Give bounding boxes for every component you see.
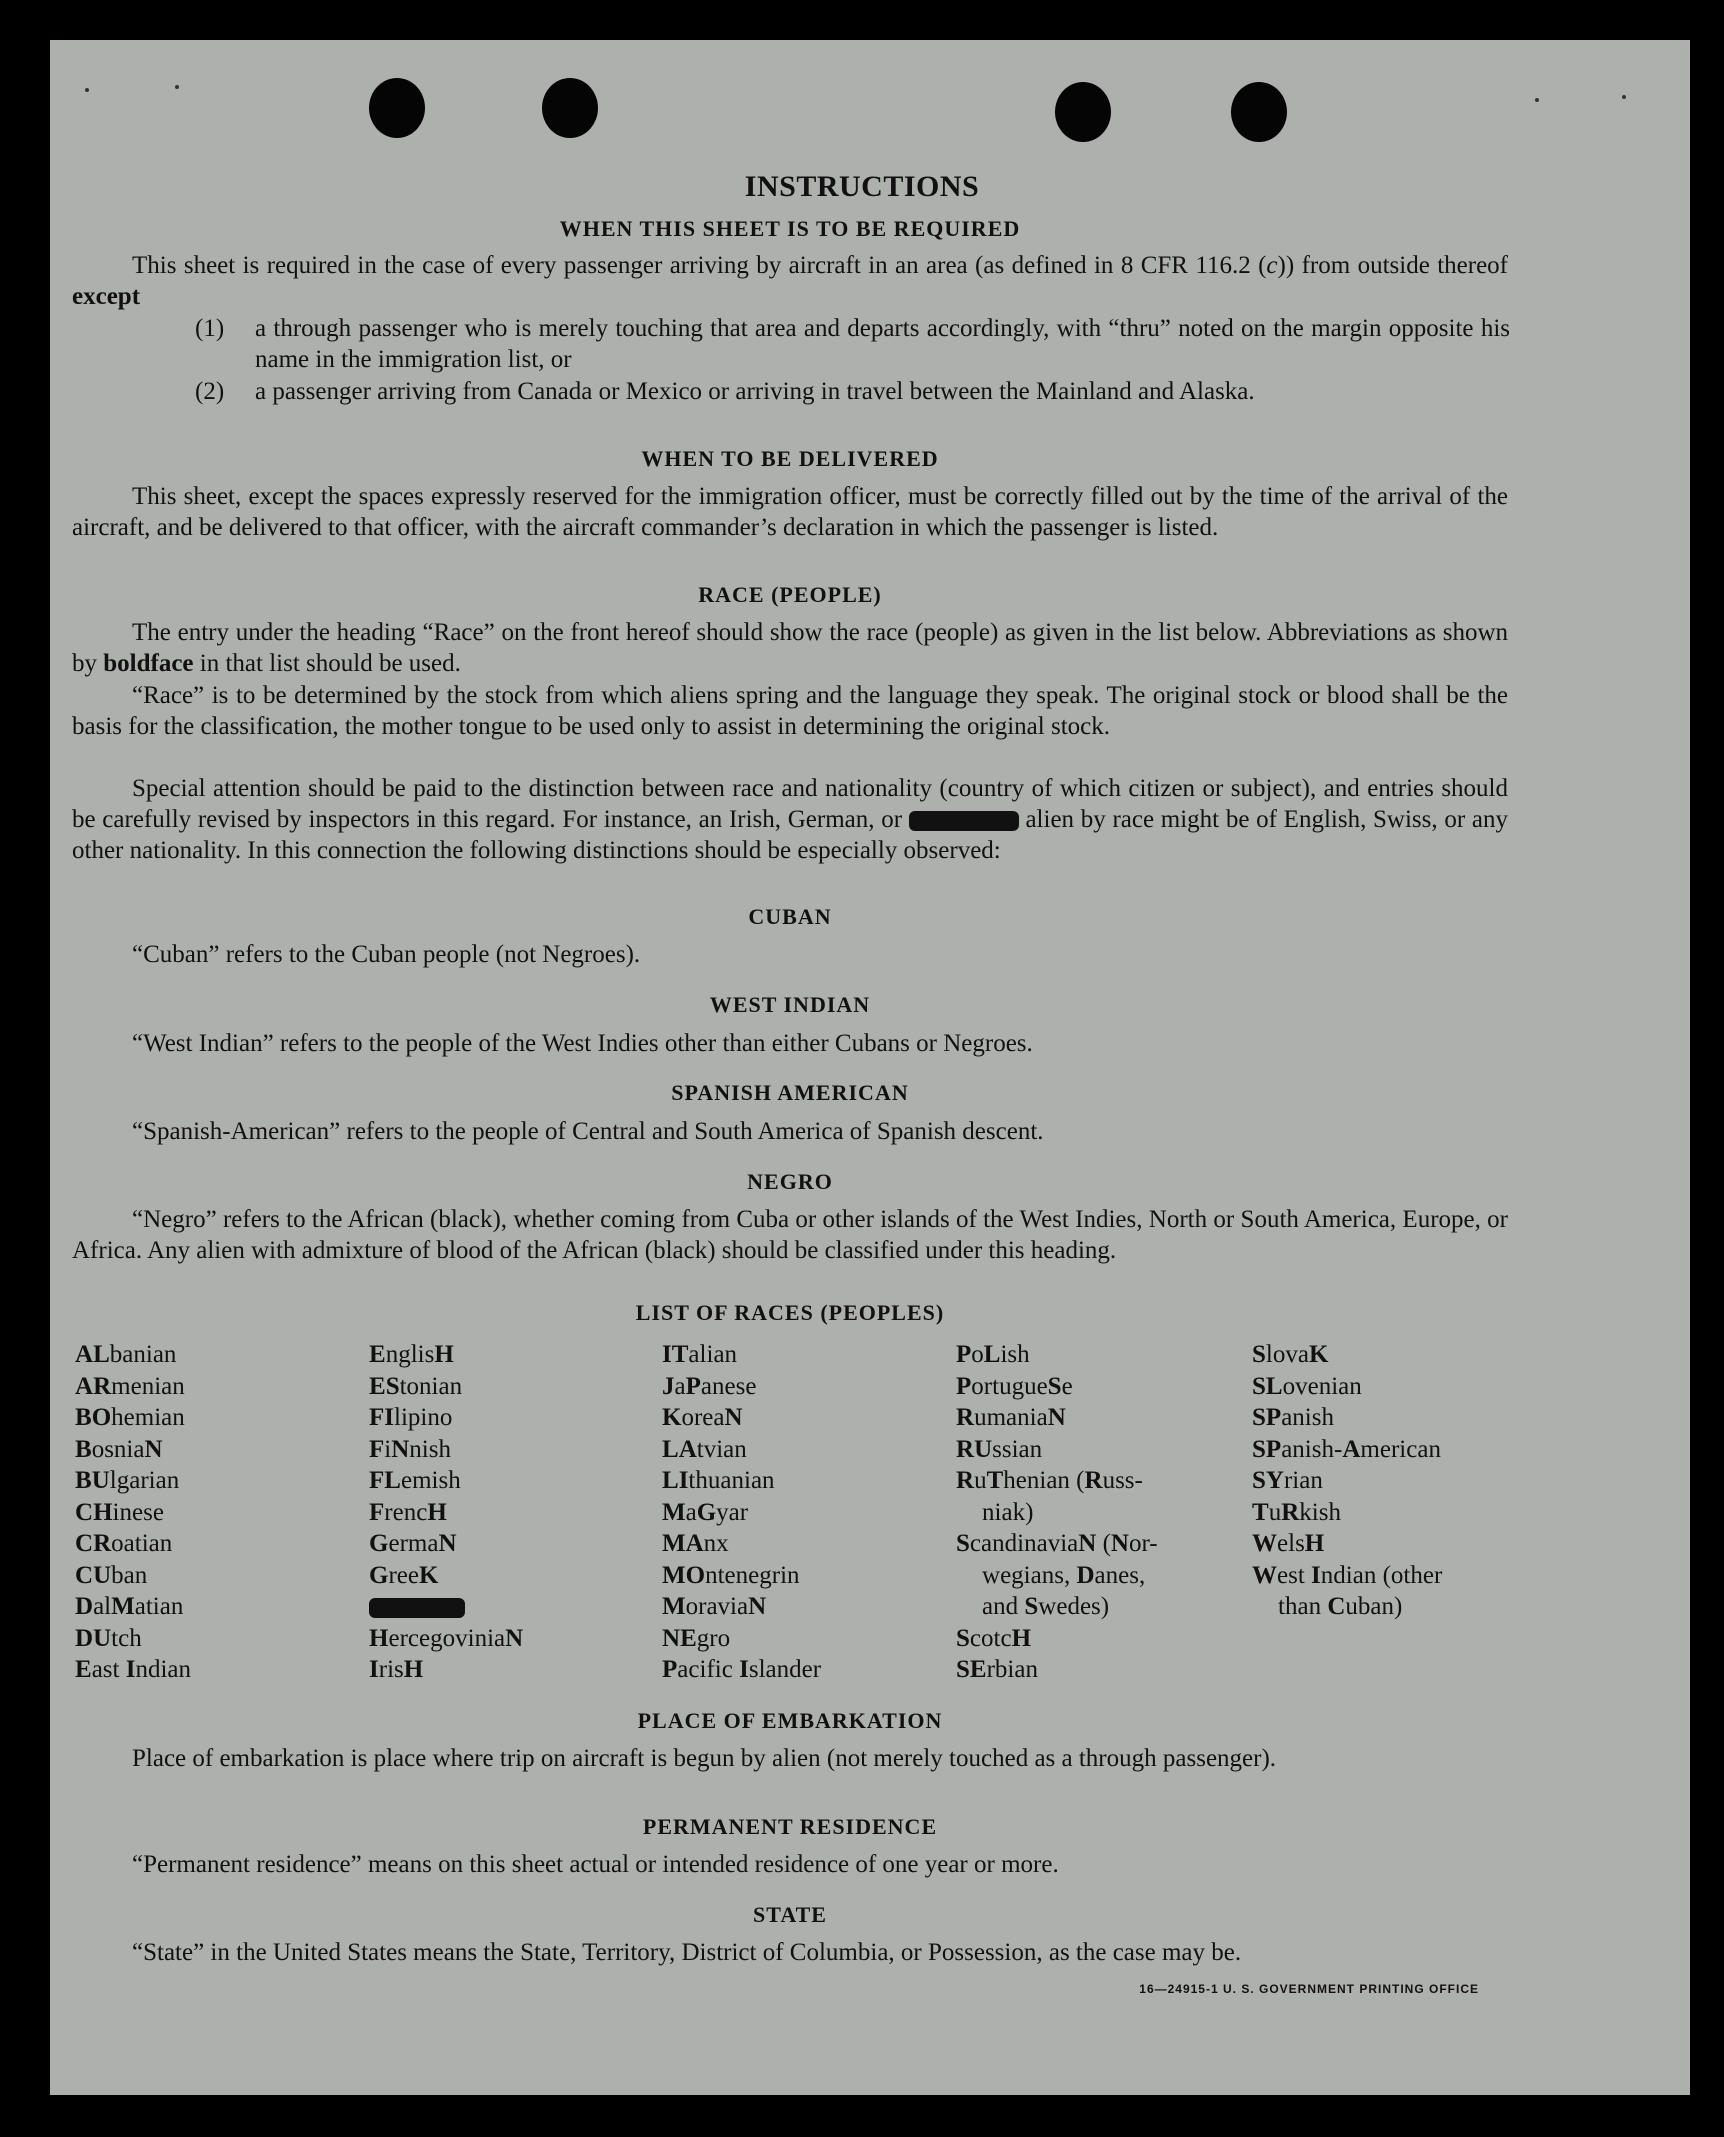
abbrev-letter: I [739, 1656, 749, 1683]
abbrev-letter: M [662, 1561, 686, 1589]
section-heading: LIST OF RACES (PEOPLES) [635, 1300, 945, 1325]
paragraph [72, 1028, 1508, 1059]
except-word: except [72, 283, 141, 310]
abbrev-letter: U [93, 1624, 112, 1652]
paragraph-text: )) from outside thereof [1277, 252, 1508, 279]
abbrev-letter: T [986, 1467, 1004, 1494]
race-item: HercegoviniaN [369, 1624, 524, 1652]
abbrev-letter: R [956, 1467, 975, 1494]
punch-hole [1055, 82, 1111, 142]
abbrev-letter: F [369, 1435, 385, 1463]
paragraph-text: Place of embarkation is place where trip on aircraft is begun by alien (not merely touched as a through passenger). [132, 1745, 1277, 1772]
abbrev-letter: R [1281, 1498, 1300, 1526]
paragraph [72, 773, 1508, 866]
abbrev-letter: I [678, 1467, 689, 1494]
abbrev-letter: O [685, 1561, 706, 1589]
race-item: MAnx [662, 1530, 729, 1557]
abbrev-letter: B [75, 1404, 92, 1431]
paragraph [72, 939, 1508, 970]
abbrev-letter: N [662, 1624, 681, 1652]
abbrev-letter: L [662, 1467, 679, 1494]
paragraph [72, 1937, 1508, 1968]
abbrev-letter: A [75, 1341, 94, 1368]
paragraph-text: “West Indian” refers to the people of the West Indies other than either Cubans or Negroes. [132, 1030, 1033, 1057]
abbrev-letter: L [983, 1341, 1001, 1368]
abbrev-letter: H [1304, 1530, 1325, 1557]
abbrev-letter: U [974, 1435, 993, 1463]
race-item: ScandinaviaN (Nor- [956, 1530, 1158, 1557]
abbrev-letter: K [419, 1561, 439, 1589]
abbrev-letter: P [956, 1372, 972, 1400]
race-item-continued: niak) [982, 1498, 1034, 1526]
race-item: SPanish [1252, 1404, 1334, 1431]
boldface-word: boldface [103, 650, 194, 677]
race-item: West Indian (other [1252, 1561, 1443, 1589]
abbrev-letter: C [1327, 1593, 1346, 1620]
paragraph-text: This sheet, except the spaces expressly reserved for the immigration officer, must be correctly filled out by the time of the arrival of the aircraft, and be delivered to that officer, with the aircraft commander’s declaration in which the passenger is listed. [72, 483, 1508, 541]
race-item: SlovaK [1252, 1341, 1329, 1368]
abbrev-letter: I [369, 1656, 379, 1683]
abbrev-letter: E [369, 1341, 386, 1368]
race-item: GreeK [369, 1561, 439, 1589]
race-item-continued: and Swedes) [982, 1593, 1110, 1620]
race-item: MOntenegrin [662, 1561, 800, 1589]
abbrev-letter: P [1265, 1435, 1282, 1463]
abbrev-letter: P [662, 1656, 678, 1683]
abbrev-letter: C [75, 1498, 94, 1526]
abbrev-letter: C [75, 1530, 94, 1557]
abbrev-letter: T [1252, 1498, 1269, 1526]
abbrev-letter: P [956, 1341, 972, 1368]
race-item: JaPanese [662, 1372, 757, 1400]
section-heading: WEST INDIAN [709, 992, 871, 1017]
race-item: BUlgarian [75, 1467, 180, 1494]
paragraph [72, 1204, 1508, 1266]
abbrev-letter: M [662, 1593, 686, 1620]
paragraph-text: “Race” is to be determined by the stock from which aliens spring and the language they speak. The original stock or blood shall be the basis for the classification, the mother tongue to be used only to assist in determining the original stock. [72, 682, 1508, 740]
abbrev-letter: N [1078, 1530, 1097, 1557]
abbrev-letter: I [384, 1404, 395, 1431]
paragraph-text: alien by race might be of English, Swiss, or any other nationality. In this connection the following distinctions should be especially observed: [72, 806, 1508, 864]
paragraph-text: “Negro” refers to the African (black), whether coming from Cuba or other islands of the West Indies, North or South America, Europe, or Africa. Any alien with admixture of blood of the African (black) should be classified under this heading. [72, 1206, 1508, 1264]
abbrev-letter: N [748, 1593, 767, 1620]
abbrev-letter: H [427, 1498, 447, 1526]
race-item: BosniaN [75, 1435, 163, 1463]
abbrev-letter: R [956, 1404, 975, 1431]
abbrev-letter: C [75, 1561, 94, 1589]
abbrev-letter: S [956, 1624, 970, 1652]
race-item: RUssian [956, 1435, 1043, 1463]
race-item: FiNnish [369, 1435, 451, 1463]
item-text: a through passenger who is merely touching that area and departs accordingly, with “thru” noted on the margin opposite his name in the immigration list, or [255, 315, 1510, 373]
punch-hole [542, 78, 598, 138]
abbrev-letter: S [1252, 1404, 1266, 1431]
abbrev-letter: J [662, 1372, 675, 1400]
race-item: LAtvian [662, 1435, 747, 1463]
abbrev-letter: H [403, 1656, 424, 1683]
abbrev-letter: G [369, 1530, 389, 1557]
race-item-redacted [369, 1591, 523, 1623]
abbrev-letter: M [111, 1593, 135, 1620]
speck [1622, 95, 1626, 99]
abbrev-letter: F [369, 1467, 385, 1494]
abbrev-letter: L [662, 1435, 679, 1463]
abbrev-letter: M [662, 1530, 686, 1557]
race-item: FLemish [369, 1467, 461, 1494]
abbrev-letter: S [385, 1372, 400, 1400]
abbrev-letter: H [369, 1624, 389, 1652]
abbrev-letter: S [956, 1656, 970, 1683]
section-heading: WHEN THIS SHEET IS TO BE REQUIRED [559, 216, 1021, 241]
abbrev-letter: E [680, 1624, 697, 1652]
abbrev-letter: K [662, 1404, 682, 1431]
race-item: NEgro [662, 1624, 731, 1652]
paragraph [72, 680, 1508, 742]
abbrev-letter: D [75, 1593, 94, 1620]
race-item: SYrian [1252, 1467, 1323, 1494]
race-item: PortugueSe [956, 1372, 1073, 1400]
race-item: KoreaN [662, 1404, 743, 1431]
item-text: a passenger arriving from Canada or Mexico or arriving in travel between the Mainland and Alaska. [255, 378, 1255, 405]
abbrev-letter: N [391, 1435, 410, 1463]
abbrev-letter: N [505, 1624, 524, 1652]
abbrev-letter: S [1024, 1593, 1039, 1620]
punch-hole [1231, 82, 1287, 142]
section-heading: NEGRO [747, 1169, 833, 1194]
paragraph [72, 617, 1508, 679]
abbrev-letter: T [671, 1341, 689, 1368]
abbrev-letter: R [1084, 1467, 1103, 1494]
race-item: ALbanian [75, 1341, 177, 1368]
abbrev-letter: I [662, 1341, 672, 1368]
item-number: (1) [195, 315, 225, 342]
race-item: CUban [75, 1561, 148, 1589]
abbrev-letter: N [144, 1435, 163, 1463]
race-item: ARmenian [75, 1372, 185, 1400]
race-column-2 [369, 1339, 523, 1686]
abbrev-letter: E [969, 1656, 987, 1683]
paragraph [72, 1849, 1508, 1880]
item-number: (2) [195, 378, 225, 405]
race-item: East Indian [75, 1656, 192, 1683]
abbrev-letter: O [91, 1404, 112, 1431]
paragraph-text: “Permanent residence” means on this sheet actual or intended residence of one year or more. [132, 1851, 1059, 1878]
redaction-mark [369, 1598, 465, 1618]
section-heading: PERMANENT RESIDENCE [642, 1814, 938, 1839]
abbrev-letter: S [1047, 1372, 1062, 1400]
race-item: EnglisH [369, 1341, 454, 1368]
abbrev-letter: R [956, 1435, 975, 1463]
abbrev-letter: S [1252, 1435, 1266, 1463]
race-item: FrencH [369, 1498, 447, 1526]
abbrev-letter: P [685, 1372, 701, 1400]
paragraph [72, 481, 1508, 543]
abbrev-letter: N [438, 1530, 457, 1557]
race-column-4 [956, 1339, 1158, 1686]
race-item: ScotcH [956, 1624, 1032, 1652]
race-item: IrisH [369, 1656, 424, 1683]
race-item: GermaN [369, 1530, 457, 1557]
speck [1535, 98, 1539, 102]
paragraph-text: “Cuban” refers to the Cuban people (not Negroes). [132, 941, 641, 968]
abbrev-letter: S [956, 1530, 970, 1557]
section-heading: STATE [753, 1902, 827, 1927]
page-title: INSTRUCTIONS [744, 170, 980, 203]
abbrev-letter: D [1076, 1561, 1095, 1589]
section-heading: CUBAN [748, 904, 832, 929]
abbrev-letter: D [75, 1624, 94, 1652]
abbrev-letter: A [678, 1435, 697, 1463]
race-item: EStonian [369, 1372, 463, 1400]
abbrev-letter: A [75, 1372, 94, 1400]
abbrev-letter: S [1252, 1372, 1266, 1400]
punch-hole [369, 78, 425, 138]
printer-imprint: 16—24915-1 U. S. GOVERNMENT PRINTING OFFICE [1139, 1982, 1479, 1996]
abbrev-letter: S [1252, 1341, 1266, 1368]
abbrev-letter: K [1308, 1341, 1329, 1368]
abbrev-letter: I [125, 1656, 136, 1683]
abbrev-letter: W [1252, 1561, 1277, 1589]
abbrev-letter: N [724, 1404, 743, 1431]
race-item-continued: than Cuban) [1278, 1593, 1403, 1620]
redaction-mark [909, 811, 1019, 831]
race-column-3 [662, 1339, 821, 1686]
race-item: MoraviaN [662, 1593, 767, 1620]
abbrev-letter: H [93, 1498, 113, 1526]
abbrev-letter: N [1047, 1404, 1066, 1431]
race-item: CHinese [75, 1498, 164, 1526]
abbrev-letter: H [1011, 1624, 1032, 1652]
abbrev-letter: B [75, 1435, 92, 1463]
race-item: RumaniaN [956, 1404, 1066, 1431]
section-heading: SPANISH AMERICAN [671, 1080, 909, 1105]
paragraph-text: in that list should be used. [193, 650, 461, 677]
abbrev-letter: L [93, 1341, 110, 1368]
race-column-1 [75, 1339, 191, 1686]
abbrev-letter: U [93, 1561, 112, 1589]
abbrev-letter: L [1265, 1372, 1283, 1400]
race-item: PoLish [956, 1341, 1030, 1368]
race-item: CRoatian [75, 1530, 173, 1557]
paragraph-text: “State” in the United States means the State, Territory, District of Columbia, or Possession, as the case may be. [132, 1939, 1242, 1966]
race-item: SPanish-American [1252, 1435, 1441, 1463]
paragraph [72, 1743, 1508, 1774]
abbrev-letter: F [369, 1498, 385, 1526]
paragraph-text: c [1266, 252, 1278, 279]
abbrev-letter: G [696, 1498, 717, 1526]
section-heading: PLACE OF EMBARKATION [637, 1708, 943, 1733]
abbrev-letter: S [1252, 1467, 1266, 1494]
paragraph [72, 250, 1508, 312]
race-column-5 [1252, 1339, 1442, 1623]
abbrev-letter: N [1110, 1530, 1129, 1557]
abbrev-letter: G [369, 1561, 389, 1589]
abbrev-letter: M [662, 1498, 686, 1526]
abbrev-letter: E [369, 1372, 386, 1400]
section-heading: WHEN TO BE DELIVERED [641, 446, 939, 471]
abbrev-letter: Y [1265, 1467, 1284, 1494]
abbrev-letter: A [1342, 1435, 1361, 1463]
paragraph-text: “Spanish-American” refers to the people of Central and South America of Spanish descent. [132, 1118, 1044, 1145]
race-item: RuThenian (Russ- [956, 1467, 1143, 1494]
race-item: FIlipino [369, 1404, 453, 1431]
race-item: Pacific Islander [662, 1656, 822, 1683]
abbrev-letter: L [384, 1467, 401, 1494]
section-heading: RACE (PEOPLE) [698, 582, 882, 607]
paragraph-text: This sheet is required in the case of every passenger arriving by aircraft in an area (as defined in 8 CFR 116.2 ( [132, 252, 1267, 279]
speck [85, 88, 89, 92]
paragraph [72, 1116, 1508, 1147]
abbrev-letter: E [75, 1656, 92, 1683]
race-item: WelsH [1252, 1530, 1325, 1557]
abbrev-letter: H [434, 1341, 454, 1368]
abbrev-letter: B [75, 1467, 92, 1494]
abbrev-letter: P [1265, 1404, 1282, 1431]
abbrev-letter: F [369, 1404, 385, 1431]
race-item: SLovenian [1252, 1372, 1362, 1400]
abbrev-letter: R [93, 1372, 112, 1400]
abbrev-letter: A [685, 1530, 704, 1557]
race-item: TuRkish [1252, 1498, 1341, 1526]
race-item: MaGyar [662, 1498, 749, 1526]
race-item: LIthuanian [662, 1467, 775, 1494]
race-item-continued: wegians, Danes, [982, 1561, 1146, 1589]
speck [175, 85, 179, 89]
race-item: SErbian [956, 1656, 1038, 1683]
race-item: BOhemian [75, 1404, 185, 1431]
race-item: ITalian [662, 1341, 738, 1368]
paragraph-text: Special attention should be paid to the distinction between race and nationality (country of which citizen or subject), and entries should be carefully revised by inspectors in this regard. For instance, an Irish, German, or [72, 775, 1508, 833]
abbrev-letter: I [1311, 1561, 1321, 1589]
race-item: DUtch [75, 1624, 142, 1652]
race-item: DalMatian [75, 1593, 184, 1620]
abbrev-letter: U [91, 1467, 110, 1494]
abbrev-letter: R [93, 1530, 112, 1557]
abbrev-letter: W [1252, 1530, 1277, 1557]
paragraph-text: The entry under the heading “Race” on the front hereof should show the race (people) as given in the list below. Abbreviations as shown by [72, 619, 1508, 677]
